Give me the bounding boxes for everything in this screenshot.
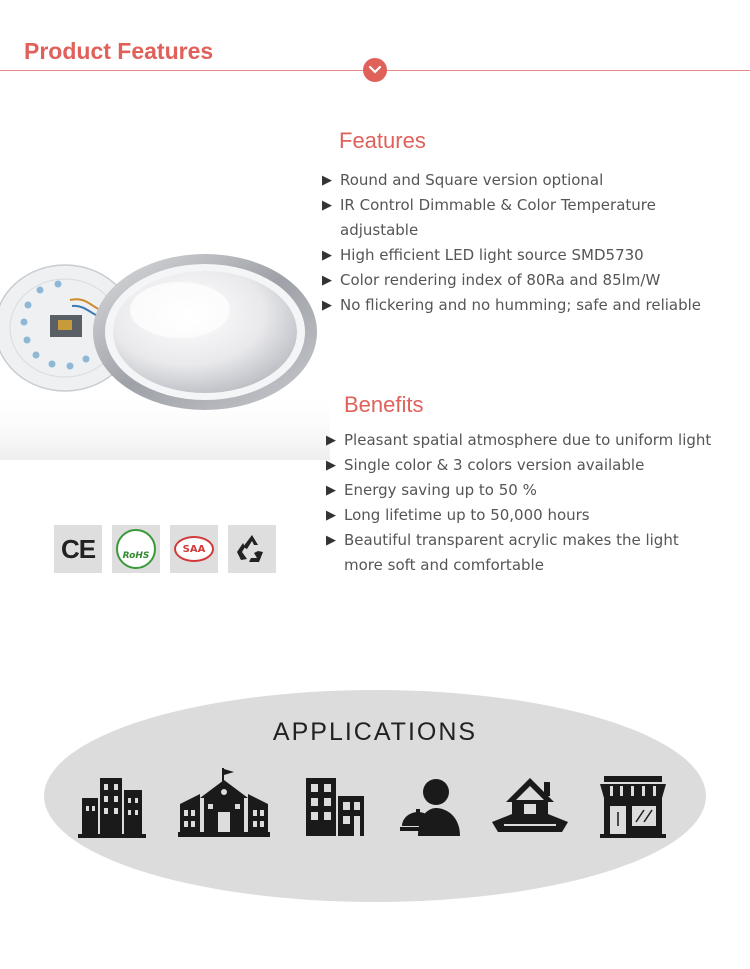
saa-badge: SAA — [170, 525, 218, 573]
list-item: ▶ Pleasant spatial atmosphere due to uniform light — [326, 428, 736, 453]
bullet-arrow-icon: ▶ — [326, 483, 336, 498]
chevron-down-icon — [363, 58, 387, 82]
applications-title: APPLICATIONS — [272, 718, 478, 746]
ceiling-light-image — [0, 240, 330, 460]
features-list — [322, 168, 722, 318]
features-heading: Features — [339, 128, 426, 153]
apartment-icon — [306, 776, 364, 836]
list-item: ▶ Energy saving up to 50 % — [326, 478, 736, 503]
certification-badges — [54, 525, 276, 573]
home-icon — [492, 772, 568, 838]
bullet-arrow-icon: ▶ — [326, 533, 336, 548]
bullet-arrow-icon: ▶ — [322, 198, 332, 213]
recycle-icon — [228, 525, 276, 573]
list-item: ▶ Single color & 3 colors version available — [326, 453, 736, 478]
rohs-badge: RoHS — [112, 525, 160, 573]
bullet-arrow-icon: ▶ — [326, 433, 336, 448]
benefits-list — [326, 428, 736, 578]
list-item: ▶ Color rendering index of 80Ra and 85lm/W — [322, 268, 722, 293]
list-item: ▶ High efficient LED light source SMD5730 — [322, 243, 722, 268]
office-buildings-icon — [78, 772, 146, 838]
list-item: ▶ Long lifetime up to 50,000 hours — [326, 503, 736, 528]
hotel-service-icon — [400, 776, 462, 838]
store-icon — [600, 776, 666, 838]
bullet-arrow-icon: ▶ — [326, 458, 336, 473]
section-title: Product Features — [24, 38, 214, 64]
bullet-arrow-icon: ▶ — [322, 273, 332, 288]
school-icon — [178, 768, 270, 838]
list-item: ▶ No flickering and no humming; safe and reliable — [322, 293, 722, 318]
bullet-arrow-icon: ▶ — [322, 298, 332, 313]
ce-badge: CE — [54, 525, 102, 573]
bullet-arrow-icon: ▶ — [322, 173, 332, 188]
list-item: ▶ Beautiful transparent acrylic makes the light more soft and comfortable — [326, 528, 736, 578]
list-item: ▶ Round and Square version optional — [322, 168, 722, 193]
bullet-arrow-icon: ▶ — [326, 508, 336, 523]
list-item: ▶ IR Control Dimmable & Color Temperature adjustable — [322, 193, 722, 243]
benefits-heading: Benefits — [344, 392, 424, 417]
bullet-arrow-icon: ▶ — [322, 248, 332, 263]
